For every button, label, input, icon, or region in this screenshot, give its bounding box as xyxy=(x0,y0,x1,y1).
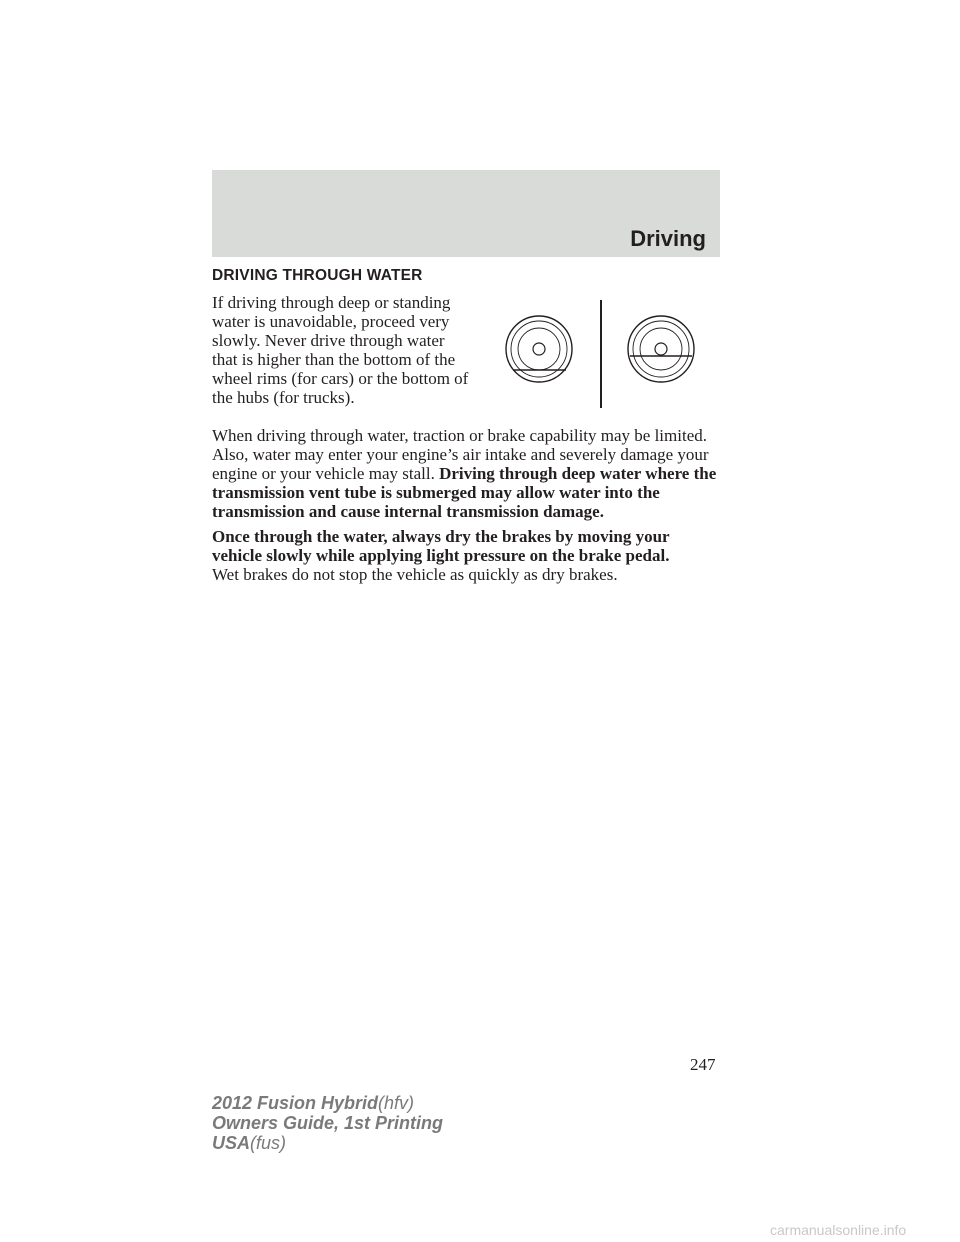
page-number: 247 xyxy=(690,1055,716,1074)
site-watermark: carmanualsonline.info xyxy=(770,1222,907,1238)
body-text xyxy=(212,426,722,590)
paragraph-brakes: Once through the water, always dry the brakes by moving your vehicle slowly while applying light pressure on the brake pedal. Wet brakes do not stop the vehicle as quickly as dry brakes. xyxy=(212,527,670,584)
section-heading: DRIVING THROUGH WATER xyxy=(212,267,423,284)
paragraph-traction: When driving through water, traction or brake capability may be limited. Also, water may enter your engine’s air intake and severely damage your engine or your vehicle may stall. Driving through deep water where the transmission vent tube is submerged may allow water into the transmission and cause internal transmission damage. xyxy=(212,426,717,521)
truck-wheel-icon xyxy=(628,316,694,382)
water-depth-figure xyxy=(500,296,700,410)
car-wheel-icon xyxy=(506,316,572,382)
document-footer: 2012 Fusion Hybrid(hfv) Owners Guide, 1st Printing USA(fus) xyxy=(212,1093,444,1153)
intro-paragraph: If driving through deep or standing water is unavoidable, proceed very slowly. Never drive through water that is higher than the bottom of the wheel rims (for cars) or the bottom of the hubs (for trucks). xyxy=(212,293,469,407)
transmission-warning: Driving through deep water where the transmission vent tube is submerged may allow water into the transmission and cause internal transmission damage. xyxy=(212,464,717,521)
section-header-band xyxy=(212,170,720,257)
section-title: Driving xyxy=(630,226,706,251)
brake-drying-instruction: Once through the water, always dry the brakes by moving your vehicle slowly while applying light pressure on the brake pedal. xyxy=(212,527,670,565)
wheel-depth-illustration xyxy=(500,296,700,410)
